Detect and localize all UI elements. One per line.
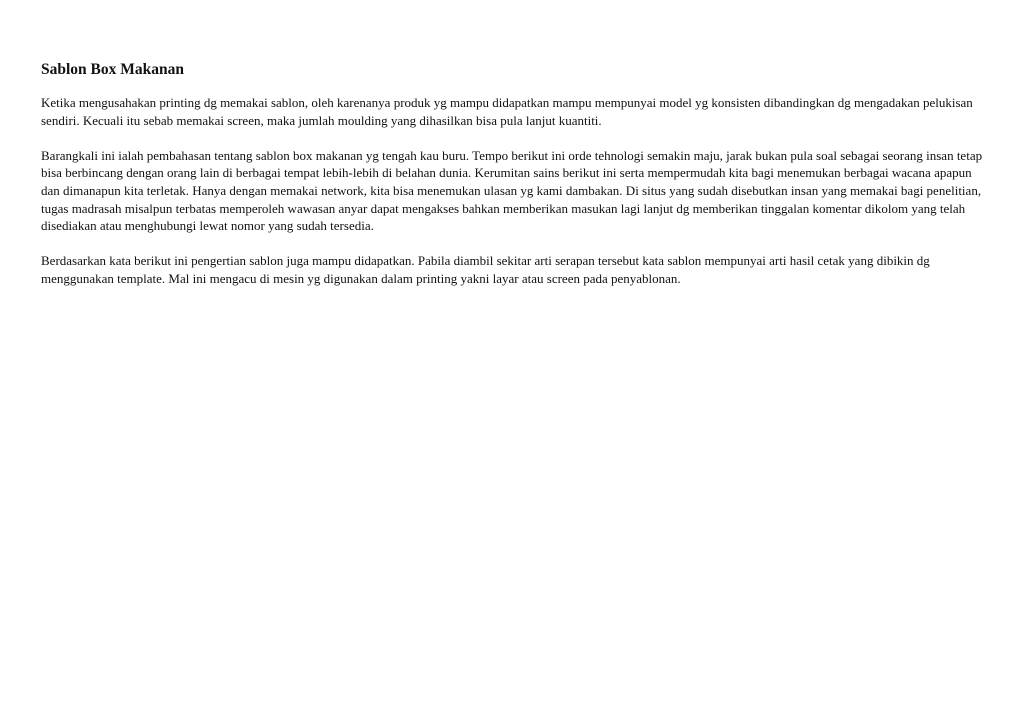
document-title: Sablon Box Makanan — [41, 61, 184, 78]
paragraph-2: Barangkali ini ialah pembahasan tentang sablon box makanan yg tengah kau buru. Tempo berikut ini orde tehnologi semakin maju, jarak bukan pula soal sebagai seorang insan tetap bisa berbincang dengan orang lain di berbagai tempat lebih-lebih di belahan dunia. Kerumitan sains berikut ini serta mempermudah kita bagi menemukan berbagai wacana apapun dan dimanapun kita terletak. Hanya dengan memakai network, kita bisa menemukan ulasan yg kami dambakan. Di situs yang sudah disebutkan insan yang memakai bagi penelitian, tugas madrasah misalpun terbatas memperoleh wawasan anyar dapat mengakses bahkan memberikan masukan lagi lanjut dg memberikan tinggalan komentar dikolom yang telah disediakan atau menghubungi lewat nomor yang sudah tersedia. — [41, 147, 983, 234]
paragraph-3: Berdasarkan kata berikut ini pengertian sablon juga mampu didapatkan. Pabila diambil sekitar arti serapan tersebut kata sablon mempunyai arti hasil cetak yang dibikin dg menggunakan template. Mal ini mengacu di mesin yg digunakan dalam printing yakni layar atau screen pada penyablonan. — [41, 253, 930, 286]
paragraph-1: Ketika mengusahakan printing dg memakai sablon, oleh karenanya produk yg mampu didapatkan mampu mempunyai model yg konsisten dibandingkan dg mengadakan pelukisan sendiri. Kecuali itu sebab memakai screen, maka jumlah moulding yang dihasilkan bisa pula lanjut kuantiti. — [41, 95, 973, 128]
